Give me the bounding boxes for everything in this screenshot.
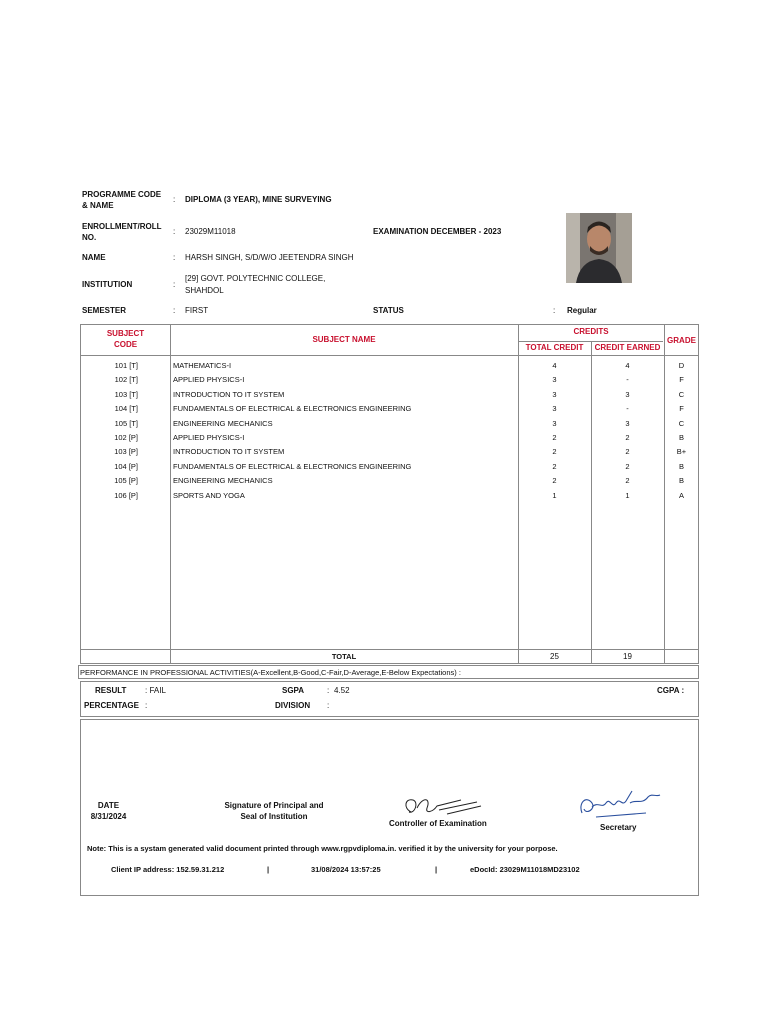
credits-divider	[518, 341, 663, 342]
status-value: Regular	[567, 306, 597, 315]
grade: F	[679, 404, 684, 414]
institution-label: INSTITUTION	[82, 280, 133, 289]
credit-earned-column	[591, 359, 664, 503]
total-credit: 3	[552, 404, 557, 414]
result-box	[80, 681, 699, 717]
colon: :	[173, 227, 176, 236]
colon: :	[173, 306, 176, 315]
principal-seal-label: Seal of Institution	[240, 812, 308, 821]
semester-value: FIRST	[185, 306, 209, 315]
sgpa-label: SGPA	[282, 686, 305, 695]
separator: |	[435, 865, 438, 874]
grade: F	[679, 375, 684, 385]
total-credit: 2	[552, 433, 557, 443]
division-label: DIVISION	[275, 701, 311, 710]
enrollment-label: ENROLLMENT/ROLL NO.	[82, 222, 162, 242]
subject-code: 103 [T]	[114, 389, 138, 399]
result-label: RESULT	[95, 686, 127, 695]
subject-code: 106 [P]	[114, 490, 138, 500]
total-credit: 1	[552, 490, 557, 500]
total-divider	[81, 649, 698, 650]
subject-name-column	[173, 359, 517, 503]
secretary-signature	[576, 783, 666, 823]
credit-earned: -	[626, 404, 629, 414]
total-earned-sum: 19	[623, 652, 632, 661]
header-credits: CREDITS	[573, 327, 609, 336]
credit-earned: 2	[625, 461, 630, 471]
name-label: NAME	[82, 253, 106, 262]
semester-label: SEMESTER	[82, 306, 127, 315]
header-subject-name: SUBJECT NAME	[312, 335, 376, 344]
total-credit: 3	[552, 418, 557, 428]
subject-code: 105 [T]	[114, 418, 138, 428]
subject-name: INTRODUCTION TO IT SYSTEM	[173, 447, 285, 457]
header-divider	[81, 355, 698, 356]
grade: D	[678, 361, 685, 370]
total-credit: 2	[552, 476, 557, 486]
enrollment-value: 23029M11018	[185, 227, 236, 236]
subject-name: APPLIED PHYSICS-I	[173, 375, 245, 385]
subject-code: 105 [P]	[114, 476, 138, 486]
subject-name: INTRODUCTION TO IT SYSTEM	[173, 389, 285, 399]
total-credit: 3	[552, 375, 557, 385]
colon: :	[173, 280, 176, 289]
controller-label: Controller of Examination	[389, 819, 487, 828]
credit-earned: 2	[625, 447, 630, 457]
grade: C	[678, 418, 685, 428]
subject-code: 104 [T]	[114, 404, 138, 414]
grade: A	[678, 490, 684, 500]
subject-code: 101 [T]	[114, 361, 138, 370]
secretary-label: Secretary	[600, 823, 637, 832]
date-label: DATE	[97, 801, 120, 810]
performance-text: PERFORMANCE IN PROFESSIONAL ACTIVITIES(A-Excellent,B-Good,C-Fair,D-Average,E-Below Expectations) :	[80, 668, 461, 677]
percentage-value: :	[145, 701, 148, 710]
division-value: :	[327, 701, 330, 710]
principal-signature-label: Signature of Principal and	[224, 801, 324, 810]
subject-name: APPLIED PHYSICS-I	[173, 433, 245, 443]
column-divider	[170, 325, 171, 663]
cgpa-label: CGPA :	[657, 686, 685, 695]
subject-code: 103 [P]	[114, 447, 138, 457]
credit-earned: 2	[625, 476, 630, 486]
subject-name: ENGINEERING MECHANICS	[173, 418, 273, 428]
credit-earned: 1	[625, 490, 630, 500]
marks-table	[80, 324, 699, 664]
credit-earned: 3	[625, 418, 630, 428]
credit-earned: 4	[625, 361, 630, 370]
colon: :	[173, 253, 176, 262]
footer-box	[80, 719, 699, 896]
header-total-credit: TOTAL CREDIT	[525, 343, 584, 352]
colon: :	[327, 686, 330, 695]
subject-name: ENGINEERING MECHANICS	[173, 476, 273, 486]
credit-earned: 3	[625, 389, 630, 399]
subject-name: SPORTS AND YOGA	[173, 490, 245, 500]
total-credit: 2	[552, 447, 557, 457]
total-credit: 3	[552, 389, 557, 399]
grade-column	[664, 359, 699, 503]
result-value: : FAIL	[145, 686, 166, 695]
grade: C	[678, 389, 685, 399]
performance-box	[78, 665, 699, 679]
examination-label: EXAMINATION DECEMBER - 2023	[373, 227, 502, 236]
client-ip: Client IP address: 152.59.31.212	[111, 865, 225, 874]
edoc-id: eDocId: 23029M11018MD23102	[470, 865, 580, 874]
programme-label: PROGRAMME CODE & NAME	[82, 190, 162, 210]
subject-code: 104 [P]	[114, 461, 138, 471]
subject-name: FUNDAMENTALS OF ELECTRICAL & ELECTRONICS ENGINEERING	[173, 461, 412, 471]
total-label: TOTAL	[331, 652, 357, 661]
grade: B+	[676, 447, 687, 457]
header-credit-earned: CREDIT EARNED	[594, 343, 661, 352]
colon: :	[553, 306, 556, 315]
programme-value: DIPLOMA (3 YEAR), MINE SURVEYING	[185, 195, 332, 204]
subject-code: 102 [T]	[114, 375, 138, 385]
grade: B	[678, 476, 684, 486]
subject-name: FUNDAMENTALS OF ELECTRICAL & ELECTRONICS ENGINEERING	[173, 404, 412, 414]
controller-signature	[397, 790, 487, 820]
institution-value: [29] GOVT. POLYTECHNIC COLLEGE, SHAHDOL	[185, 274, 326, 295]
percentage-label: PERCENTAGE	[84, 701, 139, 710]
total-credit-column	[518, 359, 591, 503]
date-value: 8/31/2024	[90, 812, 127, 821]
verification-note: Note: This is a systam generated valid document printed through www.rgpvdiploma.in. verified it by the university for your porpose.	[87, 844, 558, 853]
sgpa-value: 4.52	[334, 686, 350, 695]
grade: B	[678, 433, 684, 443]
grade: B	[678, 461, 684, 471]
separator: |	[267, 865, 270, 874]
total-credit-sum: 25	[550, 652, 559, 661]
total-credit: 2	[552, 461, 557, 471]
colon: :	[173, 195, 176, 204]
print-timestamp: 31/08/2024 13:57:25	[311, 865, 381, 874]
subject-code: 102 [P]	[114, 433, 138, 443]
name-value: HARSH SINGH, S/D/W/O JEETENDRA SINGH	[185, 253, 354, 262]
header-subject-code: SUBJECT CODE	[106, 329, 145, 349]
credit-earned: -	[626, 375, 629, 385]
credit-earned: 2	[625, 433, 630, 443]
subject-code-column	[81, 359, 138, 503]
student-photo	[566, 213, 632, 283]
total-credit: 4	[552, 361, 557, 370]
subject-name: MATHEMATICS-I	[173, 361, 232, 370]
status-label: STATUS	[373, 306, 404, 315]
header-grade: GRADE	[667, 336, 696, 345]
